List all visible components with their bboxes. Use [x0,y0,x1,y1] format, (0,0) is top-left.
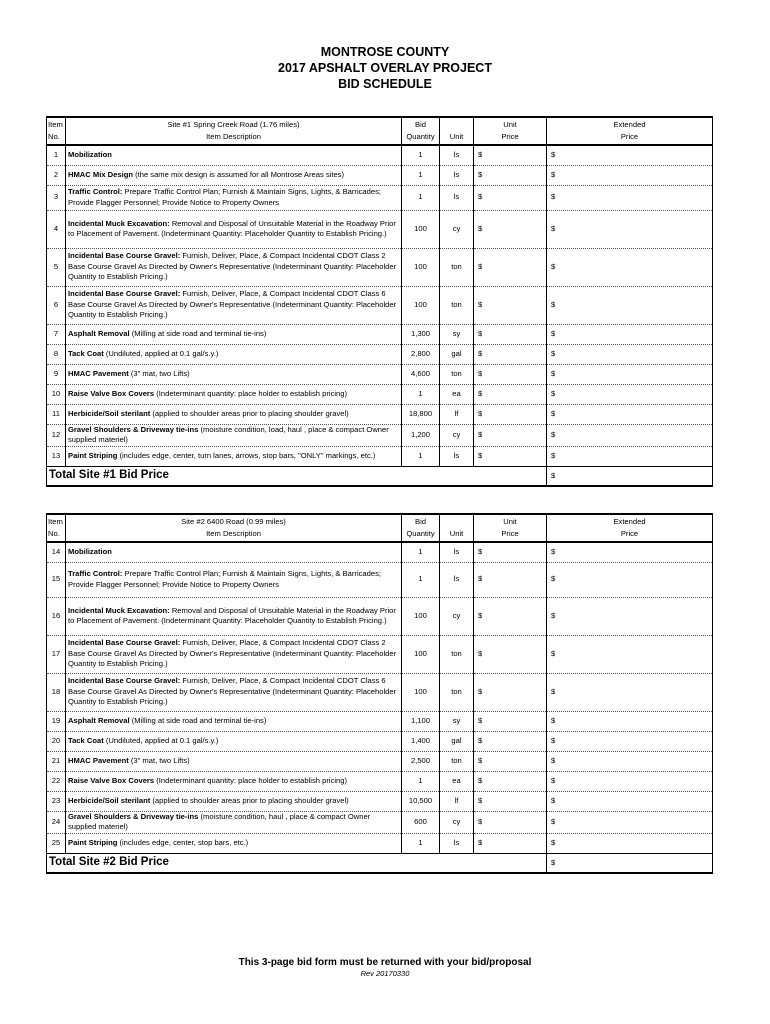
revision-label: Rev 20170330 [360,969,410,978]
extended-price-field[interactable]: $ [547,673,713,711]
unit-price-field[interactable]: $ [474,542,547,562]
item-quantity: 10,500 [402,791,440,811]
site1-total-row [47,466,713,486]
col-bid-label: Bid [402,514,440,528]
item-number: 10 [47,384,66,404]
extended-price-field[interactable]: $ [547,364,713,384]
item-name: Mobilization [68,150,112,159]
bid-item-row [47,344,713,364]
document-header [0,44,770,92]
extended-price-field[interactable]: $ [547,542,713,562]
item-name: Incidental Base Course Gravel: [68,289,181,299]
item-quantity: 1 [402,446,440,466]
item-quantity: 1,400 [402,731,440,751]
item-description [66,446,402,466]
item-quantity: 1 [402,384,440,404]
col-quantity-label: Quantity [402,131,440,145]
extended-price-field[interactable]: $ [547,446,713,466]
item-quantity: 100 [402,286,440,324]
total-label: Total Site #2 Bid Price [47,853,547,873]
extended-price-field[interactable]: $ [547,248,713,286]
bid-item-row [47,673,713,711]
item-description [66,344,402,364]
bid-item-row [47,597,713,635]
unit-price-field[interactable]: $ [474,811,547,833]
item-name: Herbicide/Soil sterilant [68,795,151,805]
extended-price-field[interactable]: $ [547,165,713,185]
item-name: Raise Valve Box Covers [68,388,155,398]
item-name: Incidental Muck Excavation: [68,605,170,615]
extended-price-field[interactable]: $ [547,791,713,811]
item-unit: ls [440,165,474,185]
item-detail: (3" mat, two Lifts) [128,755,190,765]
item-description [66,635,402,673]
bid-item-row [47,791,713,811]
item-detail: Removal and Disposal of Unsuitable Material in the Roadway Prior to Placement of Pavement. (Indeterminant Quantity: Placeholder Quantity to Establish Pricing.) [68,218,396,238]
item-number: 3 [47,185,66,210]
item-unit: lf [440,404,474,424]
item-description [66,542,402,562]
item-unit: cy [440,424,474,446]
unit-price-field[interactable]: $ [474,286,547,324]
item-name: Raise Valve Box Covers [68,775,155,785]
item-detail: Prepare Traffic Control Plan; Furnish & Maintain Signs, Lights, & Barricades; Provide Flagger Personnel; Provide Notice to Property Owners [68,187,382,207]
item-unit: ton [440,364,474,384]
extended-price-field[interactable]: $ [547,811,713,833]
item-unit: ls [440,145,474,165]
unit-price-field[interactable]: $ [474,384,547,404]
item-number: 18 [47,673,66,711]
item-description [66,404,402,424]
item-number: 15 [47,562,66,597]
extended-price-field[interactable]: $ [547,771,713,791]
extended-price-field[interactable]: $ [547,210,713,248]
item-quantity: 100 [402,210,440,248]
col-ext-price-label: Price [547,528,713,542]
unit-price-field[interactable]: $ [474,562,547,597]
item-unit: gal [440,344,474,364]
item-detail: (Milling at side road and terminal tie-ins) [129,715,267,725]
item-number: 11 [47,404,66,424]
col-item-label: Item [47,514,66,528]
item-detail: Furnish, Deliver, Place, & Compact Incidental CDOT Class 6 Base Course Gravel As Directed by Owner's Representative (Indeterminant Quantity: Placeholder Quantity to Establish Pricing.) [68,676,397,707]
item-detail: (Milling at side road and terminal tie-ins) [129,328,267,338]
bid-item-row [47,833,713,853]
unit-price-field[interactable]: $ [474,771,547,791]
col-desc-label: Item Description [66,528,402,542]
return-note: This 3-page bid form must be returned with your bid/proposal [238,957,532,968]
item-detail: Furnish, Deliver, Place, & Compact Incidental CDOT Class 2 Base Course Gravel As Directed by Owner's Representative (Indeterminant Quantity: Placeholder Quantity to Establish Pricing.) [68,251,397,282]
item-unit: ls [440,833,474,853]
item-name: HMAC Pavement [68,755,129,765]
item-description [66,185,402,210]
item-name: Gravel Shoulders & Driveway tie-ins [68,424,199,434]
item-name: Asphalt Removal [68,715,130,725]
county-title: MONTROSE COUNTY [320,45,450,59]
site2-header-row-1 [47,514,713,528]
item-quantity: 100 [402,635,440,673]
item-name: Traffic Control: [68,569,123,578]
bid-item-row [47,446,713,466]
bid-item-row [47,248,713,286]
item-quantity: 1,200 [402,424,440,446]
item-quantity: 1 [402,771,440,791]
col-quantity-label: Quantity [402,528,440,542]
bid-item-row [47,145,713,165]
item-name: HMAC Mix Design [68,169,133,179]
item-number: 22 [47,771,66,791]
site1-title: Site #1 Spring Creek Road (1.76 miles) [66,117,402,131]
item-quantity: 100 [402,673,440,711]
item-description [66,711,402,731]
unit-price-field[interactable]: $ [474,673,547,711]
item-quantity: 100 [402,248,440,286]
bid-item-row [47,324,713,344]
site1-header-row-1 [47,117,713,131]
item-number: 9 [47,364,66,384]
extended-price-field[interactable]: $ [547,384,713,404]
item-description [66,597,402,635]
item-number: 21 [47,751,66,771]
item-quantity: 2,800 [402,344,440,364]
extended-price-field[interactable]: $ [547,711,713,731]
unit-price-field[interactable]: $ [474,324,547,344]
item-unit: ton [440,286,474,324]
col-no-label: No. [47,528,66,542]
item-number: 16 [47,597,66,635]
extended-price-field[interactable]: $ [547,324,713,344]
extended-price-field[interactable]: $ [547,635,713,673]
bid-item-row [47,424,713,446]
bid-item-row [47,711,713,731]
item-description [66,145,402,165]
item-unit: gal [440,731,474,751]
item-description [66,673,402,711]
item-unit: sy [440,324,474,344]
bid-item-row [47,731,713,751]
item-quantity: 100 [402,597,440,635]
item-number: 12 [47,424,66,446]
item-description [66,286,402,324]
item-unit: ea [440,384,474,404]
col-item-label: Item [47,117,66,131]
bid-item-row [47,364,713,384]
unit-price-field[interactable]: $ [474,597,547,635]
item-description [66,562,402,597]
site2-title: Site #2 6400 Road (0.99 miles) [66,514,402,528]
item-detail: (applied to shoulder areas prior to placing shoulder gravel) [150,408,349,418]
item-description [66,165,402,185]
item-quantity: 1 [402,542,440,562]
unit-price-field[interactable]: $ [474,711,547,731]
item-number: 25 [47,833,66,853]
bid-item-row [47,542,713,562]
item-quantity: 1 [402,145,440,165]
unit-price-field[interactable]: $ [474,751,547,771]
item-description [66,771,402,791]
item-description [66,833,402,853]
extended-price-field[interactable]: $ [547,562,713,597]
col-unit-top-label: Unit [474,117,547,131]
item-number: 17 [47,635,66,673]
unit-price-field[interactable]: $ [474,424,547,446]
item-unit: cy [440,210,474,248]
item-detail: Furnish, Deliver, Place, & Compact Incidental CDOT Class 2 Base Course Gravel As Directed by Owner's Representative (Indeterminant Quantity: Placeholder Quantity to Establish Pricing.) [68,638,397,669]
bid-item-row [47,404,713,424]
item-detail: (Indeterminant quantity: place holder to establish pricing) [154,388,348,398]
item-name: Herbicide/Soil sterilant [68,408,151,418]
item-number: 23 [47,791,66,811]
bid-item-row [47,286,713,324]
item-detail: (3" mat, two Lifts) [128,368,190,378]
item-detail: (Indeterminant quantity: place holder to establish pricing) [154,775,348,785]
item-name: Tack Coat [68,735,104,745]
unit-price-field[interactable]: $ [474,791,547,811]
item-description [66,424,402,446]
item-number: 4 [47,210,66,248]
item-unit: ton [440,751,474,771]
bid-item-row [47,635,713,673]
bid-item-row [47,771,713,791]
bid-item-row [47,562,713,597]
item-description [66,248,402,286]
item-number: 20 [47,731,66,751]
item-detail: (Undiluted, applied at 0.1 gal/s.y.) [103,735,219,745]
bid-item-row [47,751,713,771]
col-unit-label: Unit [440,528,474,542]
site1-bid-table [46,116,713,487]
bid-item-row [47,384,713,404]
bid-item-row [47,185,713,210]
item-detail: (Undiluted, applied at 0.1 gal/s.y.) [103,348,219,358]
col-bid-label: Bid [402,117,440,131]
item-quantity: 600 [402,811,440,833]
item-quantity: 18,800 [402,404,440,424]
total-price-field[interactable]: $ [547,853,713,873]
item-unit: ls [440,562,474,597]
item-description [66,751,402,771]
extended-price-field[interactable]: $ [547,597,713,635]
item-name: Incidental Base Course Gravel: [68,638,181,648]
item-name: Asphalt Removal [68,328,130,338]
col-extended-label: Extended [547,514,713,528]
item-quantity: 1 [402,562,440,597]
item-unit: ls [440,542,474,562]
item-quantity: 1,300 [402,324,440,344]
site2-bid-table [46,513,713,874]
unit-price-field[interactable]: $ [474,210,547,248]
site1-header-row-2 [47,131,713,145]
item-unit: ton [440,673,474,711]
unit-price-field[interactable]: $ [474,185,547,210]
item-quantity: 2,500 [402,751,440,771]
col-ext-price-label: Price [547,131,713,145]
item-name: Mobilization [68,547,112,556]
item-name: HMAC Pavement [68,368,129,378]
total-price-field[interactable]: $ [547,466,713,486]
item-detail: (moisture condition, load, haul , place & compact Owner supplied materiel) [68,424,389,444]
extended-price-field[interactable]: $ [547,344,713,364]
unit-price-field[interactable]: $ [474,446,547,466]
item-quantity: 1 [402,165,440,185]
bid-item-row [47,165,713,185]
item-detail: (applied to shoulder areas prior to placing shoulder gravel) [150,795,349,805]
col-no-label: No. [47,131,66,145]
item-number: 19 [47,711,66,731]
item-unit: lf [440,791,474,811]
item-number: 24 [47,811,66,833]
item-name: Incidental Base Course Gravel: [68,251,181,261]
extended-price-field[interactable]: $ [547,286,713,324]
item-unit: ea [440,771,474,791]
item-unit: ton [440,248,474,286]
item-detail: Furnish, Deliver, Place, & Compact Incidental CDOT Class 6 Base Course Gravel As Directed by Owner's Representative (Indeterminant Quantity: Placeholder Quantity to Establish Pricing.) [68,289,397,320]
bid-item-row [47,811,713,833]
item-quantity: 1,100 [402,711,440,731]
extended-price-field[interactable]: $ [547,145,713,165]
item-unit: cy [440,597,474,635]
item-detail: (includes edge, center, turn lanes, arrows, stop bars, "ONLY" markings, etc.) [117,450,376,460]
item-number: 7 [47,324,66,344]
unit-price-field[interactable]: $ [474,145,547,165]
item-number: 2 [47,165,66,185]
item-name: Incidental Muck Excavation: [68,218,170,228]
item-name: Incidental Base Course Gravel: [68,676,181,686]
item-name: Gravel Shoulders & Driveway tie-ins [68,811,199,821]
item-unit: ton [440,635,474,673]
project-title: 2017 APSHALT OVERLAY PROJECT [278,61,492,75]
extended-price-field[interactable]: $ [547,731,713,751]
item-name: Traffic Control: [68,187,123,196]
item-description [66,324,402,344]
item-number: 6 [47,286,66,324]
extended-price-field[interactable]: $ [547,185,713,210]
item-unit: ls [440,446,474,466]
col-price-label: Price [474,528,547,542]
item-detail: (the same mix design is assumed for all Montrose Areas sites) [132,169,345,179]
item-description [66,364,402,384]
extended-price-field[interactable]: $ [547,404,713,424]
extended-price-field[interactable]: $ [547,424,713,446]
extended-price-field[interactable]: $ [547,751,713,771]
unit-price-field[interactable]: $ [474,404,547,424]
col-desc-label: Item Description [66,131,402,145]
item-number: 1 [47,145,66,165]
item-name: Tack Coat [68,348,104,358]
extended-price-field[interactable]: $ [547,833,713,853]
item-unit: cy [440,811,474,833]
item-number: 5 [47,248,66,286]
item-name: Paint Striping [68,837,118,847]
col-unit-label: Unit [440,131,474,145]
schedule-title: BID SCHEDULE [338,77,432,91]
item-detail: Removal and Disposal of Unsuitable Material in the Roadway Prior to Placement of Pavement. (Indeterminant Quantity: Placeholder Quantity to Establish Pricing.) [68,605,396,625]
item-quantity: 4,600 [402,364,440,384]
item-description [66,210,402,248]
item-detail: (includes edge, center, stop bars, etc.) [117,837,249,847]
unit-price-field[interactable]: $ [474,165,547,185]
unit-price-field[interactable]: $ [474,833,547,853]
item-unit: ls [440,185,474,210]
unit-price-field[interactable]: $ [474,364,547,384]
item-detail: (moisture condition, haul , place & compact Owner supplied materiel) [68,811,371,831]
total-label: Total Site #1 Bid Price [47,466,547,486]
item-quantity: 1 [402,833,440,853]
col-price-label: Price [474,131,547,145]
item-number: 14 [47,542,66,562]
item-number: 8 [47,344,66,364]
site2-header-row-2 [47,528,713,542]
site2-total-row [47,853,713,873]
unit-price-field[interactable]: $ [474,344,547,364]
item-quantity: 1 [402,185,440,210]
item-description [66,791,402,811]
col-extended-label: Extended [547,117,713,131]
item-description [66,731,402,751]
unit-price-field[interactable]: $ [474,248,547,286]
bid-item-row [47,210,713,248]
item-number: 13 [47,446,66,466]
unit-price-field[interactable]: $ [474,731,547,751]
item-name: Paint Striping [68,450,118,460]
col-unit-top-label: Unit [474,514,547,528]
item-description [66,384,402,404]
document-footer [0,956,770,979]
item-detail: Prepare Traffic Control Plan; Furnish & Maintain Signs, Lights, & Barricades; Provide Flagger Personnel; Provide Notice to Property Owners [68,569,382,589]
unit-price-field[interactable]: $ [474,635,547,673]
item-description [66,811,402,833]
item-unit: sy [440,711,474,731]
